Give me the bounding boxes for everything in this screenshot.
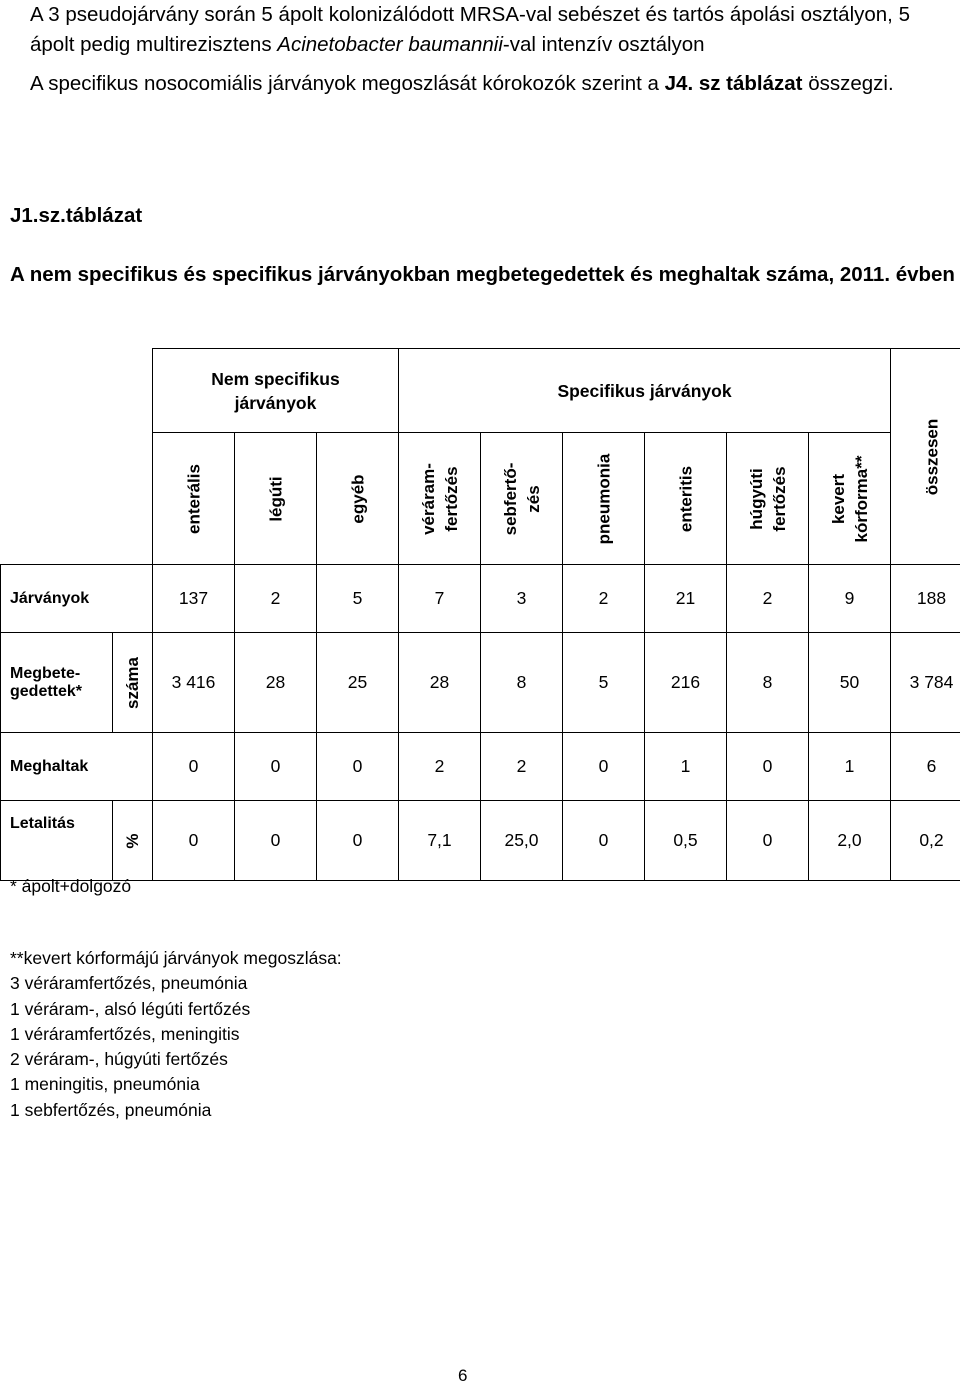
- note-line: 1 véráram-, alsó légúti fertőzés: [10, 998, 251, 1019]
- table-cell: 0: [235, 801, 317, 881]
- table-cell: 28: [235, 633, 317, 733]
- column-header-line: pneumonia: [594, 453, 613, 544]
- column-header-line: kevert: [828, 473, 848, 524]
- table-cell: 50: [809, 633, 891, 733]
- intro-text-b: -val intenzív osztályon: [502, 33, 705, 56]
- column-header: [399, 433, 481, 565]
- column-header: [645, 433, 727, 565]
- unit-label: száma: [122, 656, 142, 709]
- intro-text-d: összegzi.: [802, 72, 894, 95]
- table-cell: 5: [563, 633, 645, 733]
- column-header: [727, 433, 809, 565]
- column-header-line: enteritis: [676, 465, 695, 532]
- table-cell: 2: [235, 565, 317, 633]
- table-cell: 21: [645, 565, 727, 633]
- table-cell: 28: [399, 633, 481, 733]
- column-header: [481, 433, 563, 565]
- table-cell: 25,0: [481, 801, 563, 881]
- column-header-label: [182, 464, 205, 534]
- intro-paragraph-1: [30, 0, 910, 60]
- table-cell: 3 784: [891, 633, 960, 733]
- column-header: [235, 433, 317, 565]
- row-label-line: Megbete-: [10, 664, 81, 682]
- table-label: J1.sz.táblázat: [10, 204, 143, 227]
- intro-text-c: A specifikus nosocomiális járványok megoszlását kórokozók szerint a: [30, 72, 665, 95]
- group-header-nonspecific: [153, 349, 399, 433]
- table-row: [1, 633, 960, 733]
- row-label: Meghaltak: [1, 733, 113, 801]
- row-label-line: gedettek*: [10, 682, 83, 700]
- total-header: [891, 349, 960, 565]
- column-header-line: légúti: [266, 475, 285, 522]
- table-cell: 1: [645, 733, 727, 801]
- table-cell: 2,0: [809, 801, 891, 881]
- footnote: * ápolt+dolgozó: [10, 876, 132, 896]
- table-cell: 0: [153, 733, 235, 801]
- table-cell: 0: [317, 801, 399, 881]
- group-header-specific: Specifikus járványok: [399, 349, 891, 433]
- row-label: Letalitás: [1, 801, 113, 881]
- table-cell: 3 416: [153, 633, 235, 733]
- column-header-label: [346, 474, 369, 523]
- table-cell: 6: [891, 733, 960, 801]
- note-line: 3 véráramfertőzés, pneumónia: [10, 973, 248, 994]
- table-row: [1, 565, 960, 633]
- row-label: Járványok: [1, 565, 113, 633]
- column-header-label: [592, 453, 615, 544]
- table-cell: 0: [727, 801, 809, 881]
- table-caption: A nem specifikus és specifikus járványokban megbetegedettek és meghaltak száma, 2011. évben: [10, 263, 955, 286]
- table-cell: 216: [645, 633, 727, 733]
- table-cell: 1: [809, 733, 891, 801]
- data-table: [0, 348, 960, 881]
- column-header-line: sebfertő-: [500, 462, 520, 535]
- table-cell: 0: [563, 733, 645, 801]
- table-cell: 0: [563, 801, 645, 881]
- table-cell: 0,2: [891, 801, 960, 881]
- table-cell: 5: [317, 565, 399, 633]
- intro-text-a: A 3 pseudojárvány során 5 ápolt kolonizálódott MRSA-val sebészet és tartós ápolási osztályon, 5 ápolt pedig multirezisztens: [30, 3, 910, 56]
- total-header-label: összesen: [922, 418, 941, 495]
- table-reference: J4. sz táblázat: [664, 72, 803, 95]
- table-cell: 8: [727, 633, 809, 733]
- table-cell: 8: [481, 633, 563, 733]
- column-header: [153, 433, 235, 565]
- note-line: 1 meningitis, pneumónia: [10, 1074, 200, 1095]
- table-cell: 2: [727, 565, 809, 633]
- row-label: [1, 633, 113, 733]
- column-header-label: [264, 476, 287, 521]
- column-header: [809, 433, 891, 565]
- column-header-line: kórforma**: [851, 455, 871, 542]
- table-cell: 0,5: [645, 801, 727, 881]
- column-header-label: [417, 463, 463, 535]
- unit-label: %: [122, 832, 142, 849]
- intro-text: [30, 0, 910, 99]
- note-line: 1 sebfertőzés, pneumónia: [10, 1099, 212, 1120]
- table-cell: 0: [727, 733, 809, 801]
- table-row: [1, 801, 960, 881]
- intro-paragraph-2: [30, 69, 910, 99]
- note-line: 1 véráramfertőzés, meningitis: [10, 1023, 240, 1044]
- column-header-label: [827, 455, 873, 542]
- unit-percent: [113, 801, 153, 881]
- column-header-line: zés: [523, 484, 543, 513]
- column-header-line: enterális: [184, 463, 203, 534]
- note-line: **kevert kórformájú járványok megoszlása:: [10, 948, 342, 968]
- column-header-line: fertőzés: [441, 465, 461, 532]
- table-cell: 7: [399, 565, 481, 633]
- table-cell: 9: [809, 565, 891, 633]
- unit-cell: [113, 733, 153, 801]
- table-cell: 2: [563, 565, 645, 633]
- corner-cell: [1, 349, 153, 565]
- table-cell: 25: [317, 633, 399, 733]
- column-header-line: fertőzés: [769, 465, 789, 532]
- table-cell: 0: [317, 733, 399, 801]
- column-header-line: véráram-: [418, 462, 438, 535]
- table-row: [1, 733, 960, 801]
- unit-count: [113, 633, 153, 733]
- table-cell: 3: [481, 565, 563, 633]
- table-cell: 188: [891, 565, 960, 633]
- group-nonspecific-label: Nem specifikus járványok: [211, 368, 340, 413]
- unit-cell: [113, 565, 153, 633]
- page-number: 6: [458, 1366, 468, 1385]
- notes-list: [10, 946, 342, 1123]
- table-cell: 0: [153, 801, 235, 881]
- column-header: [317, 433, 399, 565]
- column-header-label: [499, 462, 545, 535]
- column-header: [563, 433, 645, 565]
- table-cell: 137: [153, 565, 235, 633]
- column-header-line: egyéb: [348, 473, 367, 524]
- table-cell: 2: [399, 733, 481, 801]
- note-line: 2 véráram-, húgyúti fertőzés: [10, 1049, 228, 1070]
- column-header-label: [674, 465, 697, 531]
- table-cell: 2: [481, 733, 563, 801]
- intro-organism: Acinetobacter baumannii: [277, 33, 503, 56]
- table-cell: 0: [235, 733, 317, 801]
- column-header-label: [745, 466, 791, 531]
- table-cell: 7,1: [399, 801, 481, 881]
- column-header-line: húgyúti: [746, 467, 766, 530]
